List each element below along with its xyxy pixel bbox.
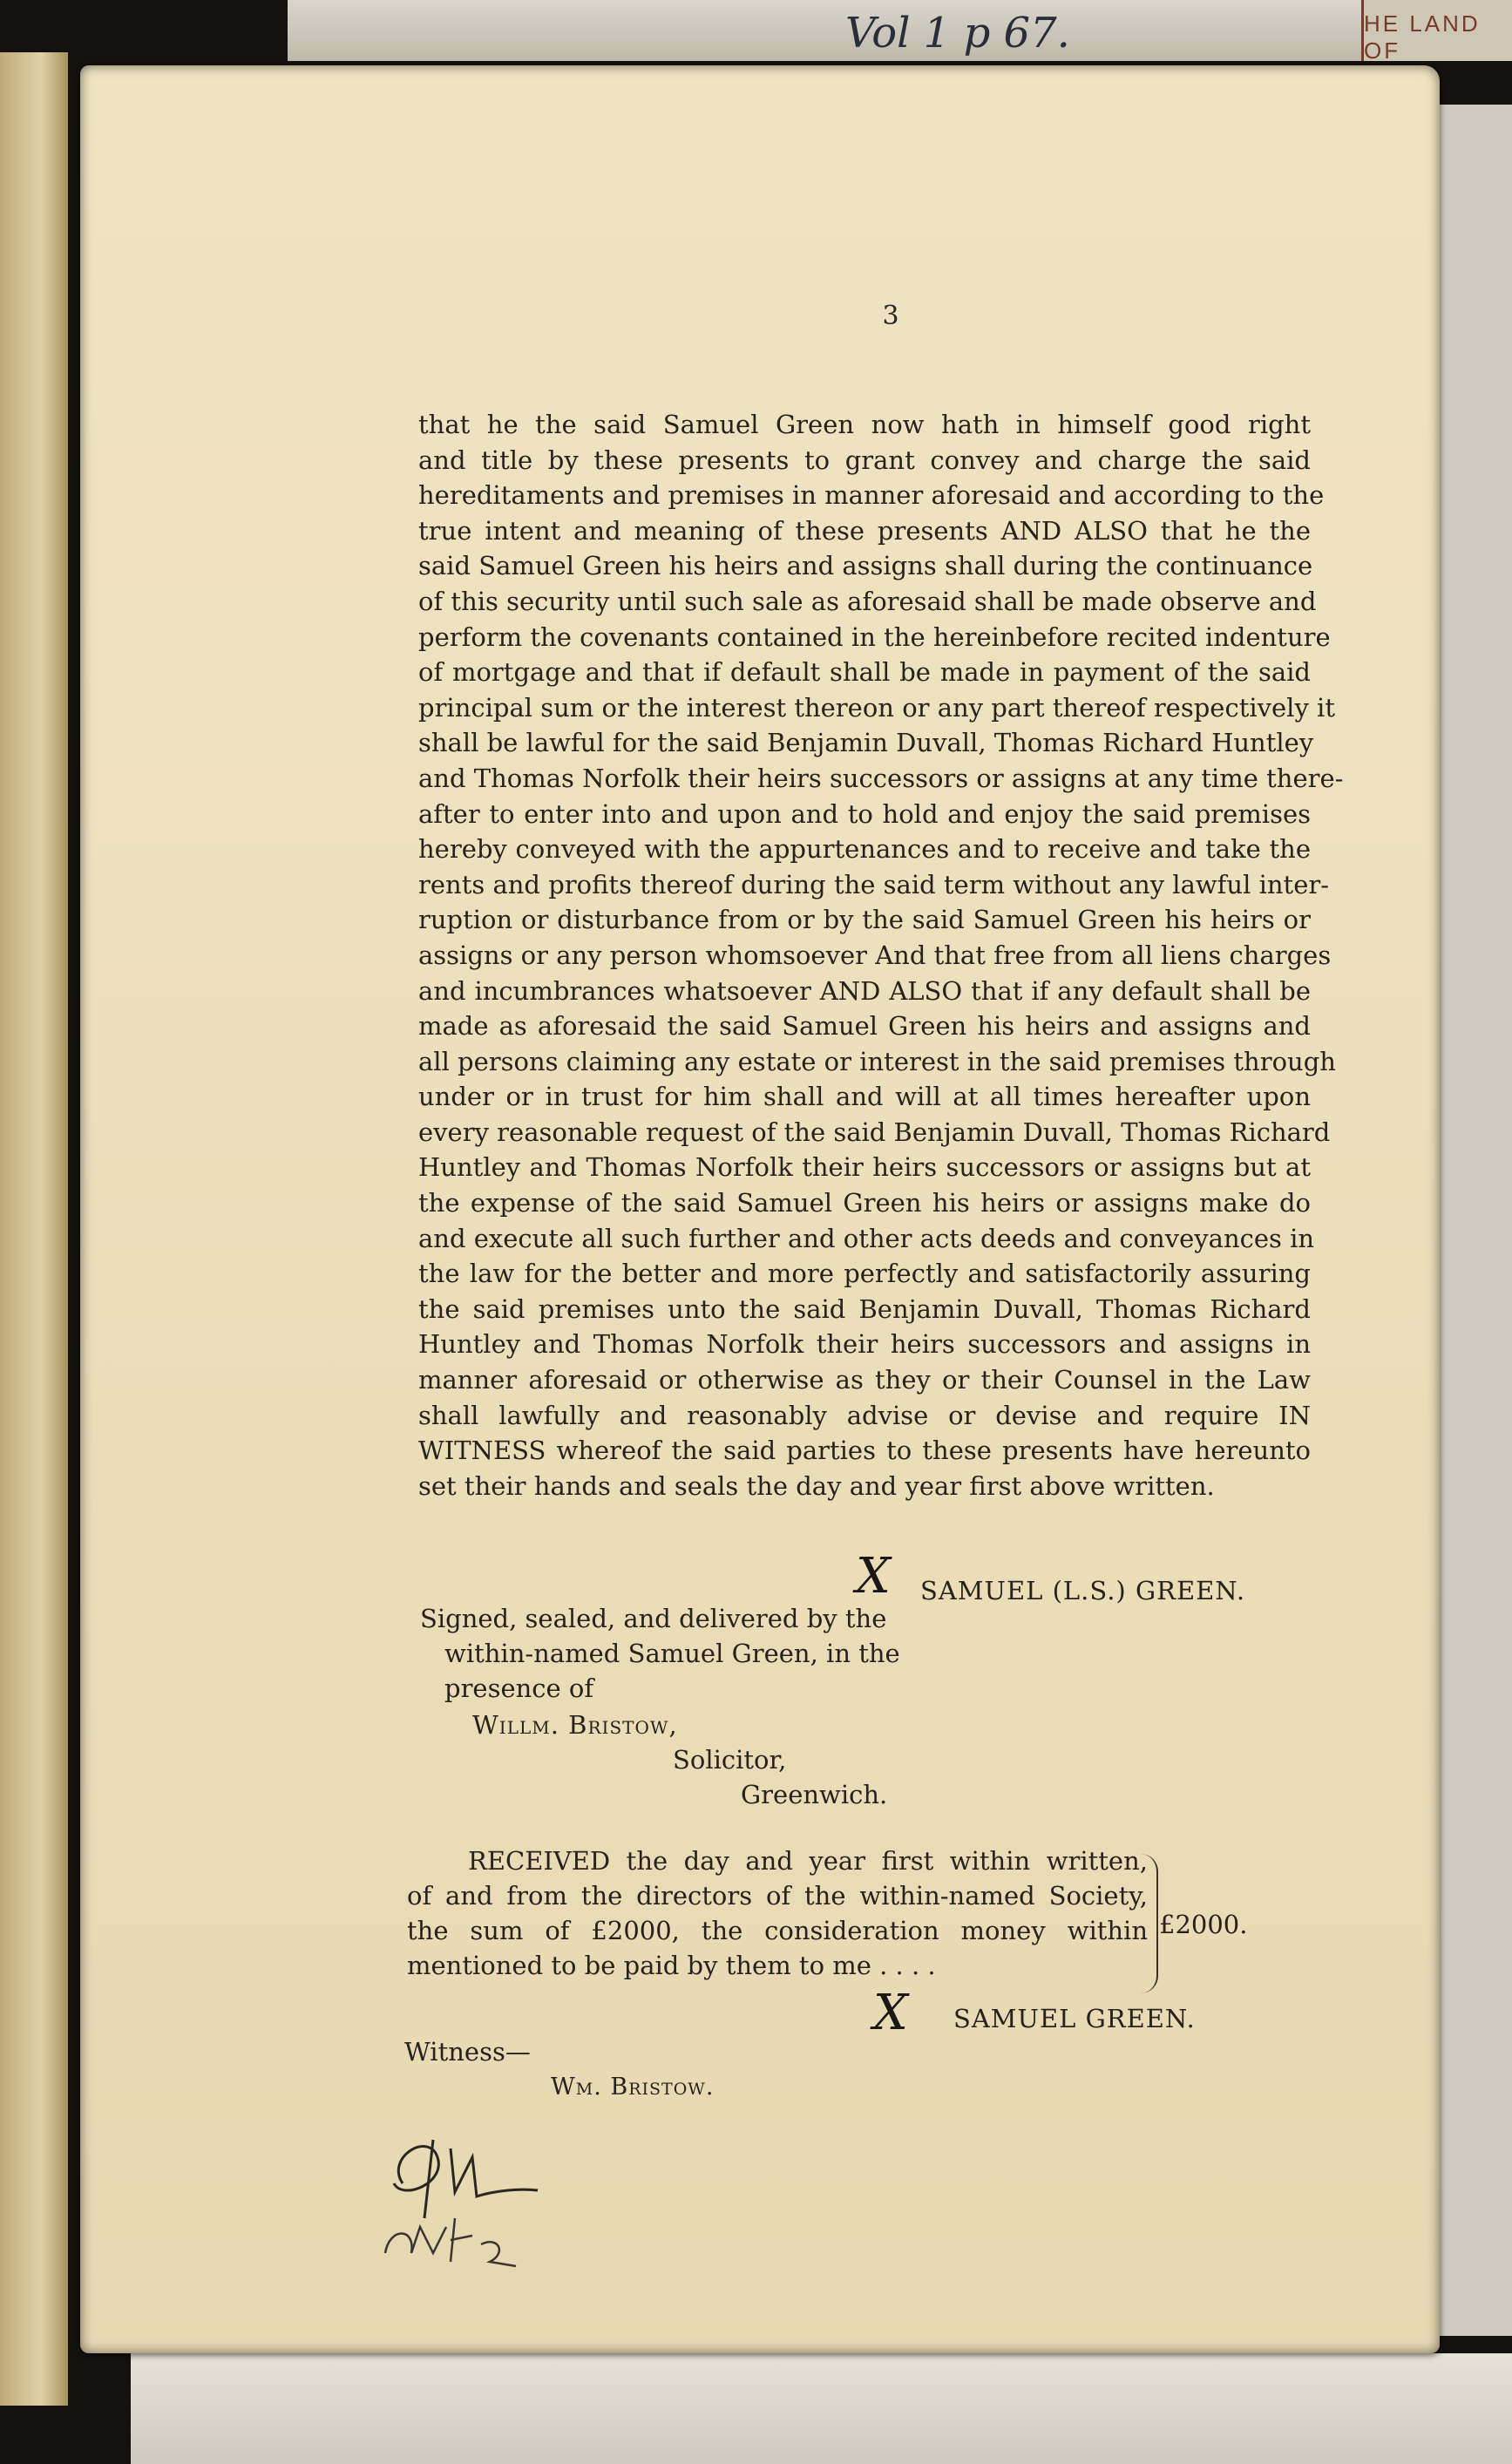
receipt-amount: £2000. — [1159, 1910, 1248, 1939]
body-line: WITNESS whereof the said parties to these presents have hereunto — [418, 1436, 1311, 1466]
signatory-name: SAMUEL (L.S.) GREEN. — [920, 1576, 1246, 1605]
body-line: rents and profits thereof during the said term without any lawful inter- — [418, 869, 1330, 899]
receipt-paragraph — [407, 1843, 1148, 1983]
receipt-line: the sum of £2000, the consideration money within — [407, 1916, 1148, 1945]
signature-block — [420, 1548, 1379, 1833]
attestation-line-1: Signed, sealed, and delivered by the — [420, 1604, 887, 1633]
body-line: Huntley and Thomas Norfolk their heirs successors and assigns in — [418, 1329, 1311, 1360]
body-line: shall lawfully and reasonably advise or devise and require IN — [418, 1400, 1311, 1430]
body-line: made as aforesaid the said Samuel Green his heirs and assigns and — [418, 1011, 1311, 1042]
body-line: the law for the better and more perfectly and satisfactorily assuring — [418, 1259, 1311, 1289]
top-paper-strip — [288, 0, 1512, 64]
handwritten-reference: Vol 1 p 67. — [845, 9, 1070, 58]
body-line: perform the covenants contained in the hereinbefore recited indenture — [418, 621, 1331, 652]
body-line: ruption or disturbance from or by the said Samuel Green his heirs or — [418, 905, 1311, 935]
receipt-witness-label: Witness— — [404, 2037, 531, 2067]
body-line: assigns or any person whomsoever And that free from all liens charges — [418, 940, 1332, 970]
body-line: hereditaments and premises in manner aforesaid and according to the — [418, 480, 1325, 511]
body-line: principal sum or the interest thereon or any part thereof respectively it — [418, 692, 1335, 723]
body-line: the expense of the said Samuel Green his heirs or assigns make do — [418, 1188, 1311, 1218]
attestation-line-3: presence of — [444, 1673, 594, 1703]
body-line: and execute all such further and other acts deeds and conveyances in — [418, 1223, 1315, 1253]
deed-body-text — [418, 407, 1344, 1504]
body-line: hereby conveyed with the appurtenances and to receive and take the — [418, 834, 1311, 865]
body-line: the said premises unto the said Benjamin Duvall, Thomas Richard — [418, 1293, 1311, 1324]
body-line: every reasonable request of the said Benjamin Duvall, Thomas Richard — [418, 1117, 1331, 1147]
body-line: and title by these presents to grant convey and charge the said — [418, 445, 1311, 475]
loose-papers — [131, 2353, 1512, 2464]
signature-mark-cross: X — [856, 1548, 891, 1605]
body-line: after to enter into and upon and to hold and enjoy the said premises — [418, 798, 1311, 829]
body-line: of this security until such sale as aforesaid shall be made observe and — [418, 586, 1317, 616]
witness-place: Greenwich. — [741, 1780, 888, 1809]
body-line: that he the said Samuel Green now hath in himself good right — [418, 410, 1311, 439]
body-line: of mortgage and that if default shall be made in payment of the said — [418, 657, 1311, 688]
body-line: shall be lawful for the said Benjamin Duvall, Thomas Richard Huntley — [418, 728, 1314, 758]
receipt-line: RECEIVED the day and year first within written, — [468, 1846, 1148, 1876]
body-line: all persons claiming any estate or interest in the said premises through — [418, 1046, 1336, 1076]
stamp-text: HE LAND OF — [1364, 10, 1481, 64]
page-number: 3 — [882, 301, 899, 331]
body-line: true intent and meaning of these presents AND ALSO that he the — [418, 515, 1311, 546]
witness-role: Solicitor, — [673, 1745, 787, 1775]
handwritten-initials — [368, 2122, 542, 2279]
attestation-line-2: within-named Samuel Green, in the — [444, 1639, 900, 1668]
body-line: Huntley and Thomas Norfolk their heirs successors or assigns but at — [418, 1152, 1311, 1183]
witness-name: Willm. Bristow, — [472, 1710, 678, 1740]
receipt-brace — [1139, 1854, 1158, 1993]
body-line: set their hands and seals the day and year first above written. — [418, 1470, 1215, 1501]
receipt-mark-cross: X — [873, 1985, 908, 2041]
receipt-line: of and from the directors of the within-named Society, — [407, 1881, 1148, 1911]
receipt-line: mentioned to be paid by them to me . . . . — [407, 1951, 936, 1980]
body-line: under or in trust for him shall and will at all times hereafter upon — [418, 1082, 1311, 1112]
receipt-witness-name: Wm. Bristow. — [551, 2074, 715, 2101]
body-line: and incumbrances whatsoever AND ALSO that if any default shall be — [418, 975, 1311, 1006]
document-page — [80, 65, 1440, 2353]
body-line: said Samuel Green his heirs and assigns shall during the continuance — [418, 551, 1313, 581]
land-stamp — [1361, 0, 1512, 64]
body-line: manner aforesaid or otherwise as they or their Counsel in the Law — [418, 1365, 1311, 1395]
receipt-signatory: SAMUEL GREEN. — [953, 2004, 1196, 2033]
facing-page-edge — [0, 52, 68, 2406]
body-line: and Thomas Norfolk their heirs successors or assigns at any time there- — [418, 763, 1344, 793]
